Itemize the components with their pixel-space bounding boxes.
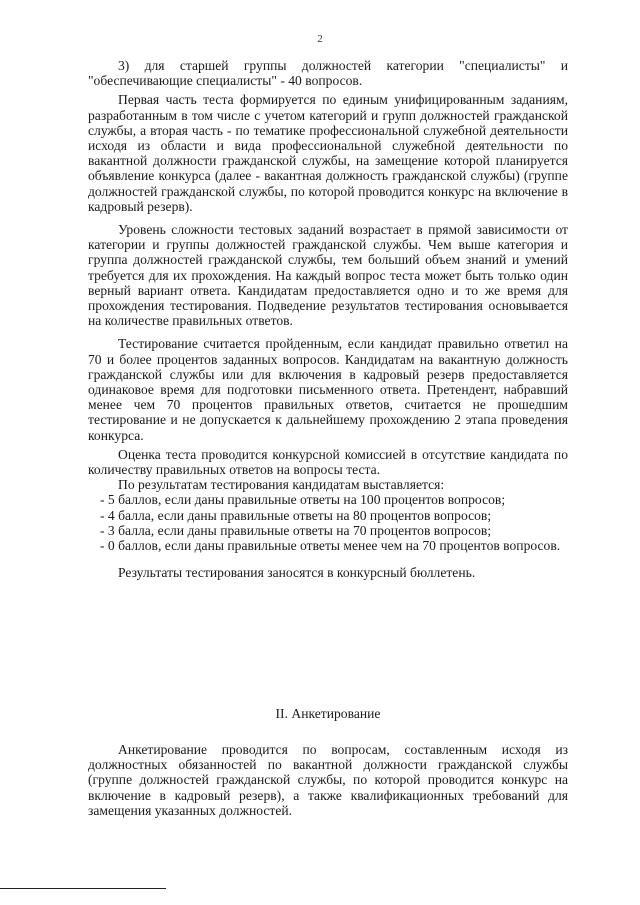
paragraph-passing: Тестирование считается пройденным, если кандидат правильно ответил на 70 и более процентов заданных вопросов. Кандидатам на вакантную должность гражданской службы или для включения в кадровый резерв предоставляется одинаковое время для подготовки письменного ответа. Претендент, набравший менее чем 70 процентов правильных ответов, считается не прошедшим тестирование и не допускается к дальнейшему прохождению 2 этапа проведения конкурса. <box>88 336 568 443</box>
paragraph-results: Результаты тестирования заносятся в конкурсный бюллетень. <box>118 565 476 581</box>
page-number: 2 <box>317 33 323 45</box>
score-item: - 4 балла, если даны правильные ответы на 80 процентов вопросов; <box>100 507 492 523</box>
paragraph-questionnaire: Анкетирование проводится по вопросам, составленным исходя из должностных обязанностей по вакантной должности гражданской службы (группе должностей гражданской службы, по которой проводится конкурс на включение в кадровый резерв), а также квалификационных требований для замещения указанных должностей. <box>88 742 568 818</box>
main-text <box>88 58 568 581</box>
score-item: - 0 баллов, если даны правильные ответы менее чем на 70 процентов вопросов. <box>100 538 561 554</box>
paragraph-senior-group: 3) для старшей группы должностей категории "специалисты" и "обеспечивающие специалисты" - 40 вопросов. <box>88 58 568 89</box>
score-item: - 3 балла, если даны правильные ответы на 70 процентов вопросов; <box>100 522 492 538</box>
score-item: - 5 баллов, если даны правильные ответы на 100 процентов вопросов; <box>100 492 506 508</box>
section-body <box>88 742 568 822</box>
footnote-divider <box>0 888 166 889</box>
paragraph-scoring-intro: По результатам тестирования кандидатам выставляется: <box>118 477 445 493</box>
score-list <box>88 492 568 553</box>
paragraph-evaluation: Оценка теста проводится конкурсной комиссией в отсутствие кандидата по количеству правильных ответов на вопросы теста. <box>88 446 568 478</box>
paragraph-test-structure: Первая часть теста формируется по единым унифицированным заданиям, разработанным в том числе с учетом категорий и групп должностей гражданской службы, а вторая часть - по тематике профессиональной служебной деятельности исходя из области и вида профессиональной служебной деятельности по вакантной должности гражданской службы, на замещение которой планируется объявление конкурса (далее - вакантная должность гражданской службы) (группе должностей гражданской службы, по которой проводится конкурс на включение в кадровый резерв). <box>88 92 568 214</box>
section-heading: II. Анкетирование <box>275 706 381 721</box>
paragraph-difficulty: Уровень сложности тестовых заданий возрастает в прямой зависимости от категории и группы должностей гражданской службы. Чем выше категория и группа должностей гражданской службы, тем больший объем знаний и умений требуется для их прохождения. На каждый вопрос теста может быть только один верный вариант ответа. Кандидатам предоставляется одно и то же время для прохождения тестирования. Подведение результатов тестирования основывается на количестве правильных ответов. <box>88 222 568 329</box>
